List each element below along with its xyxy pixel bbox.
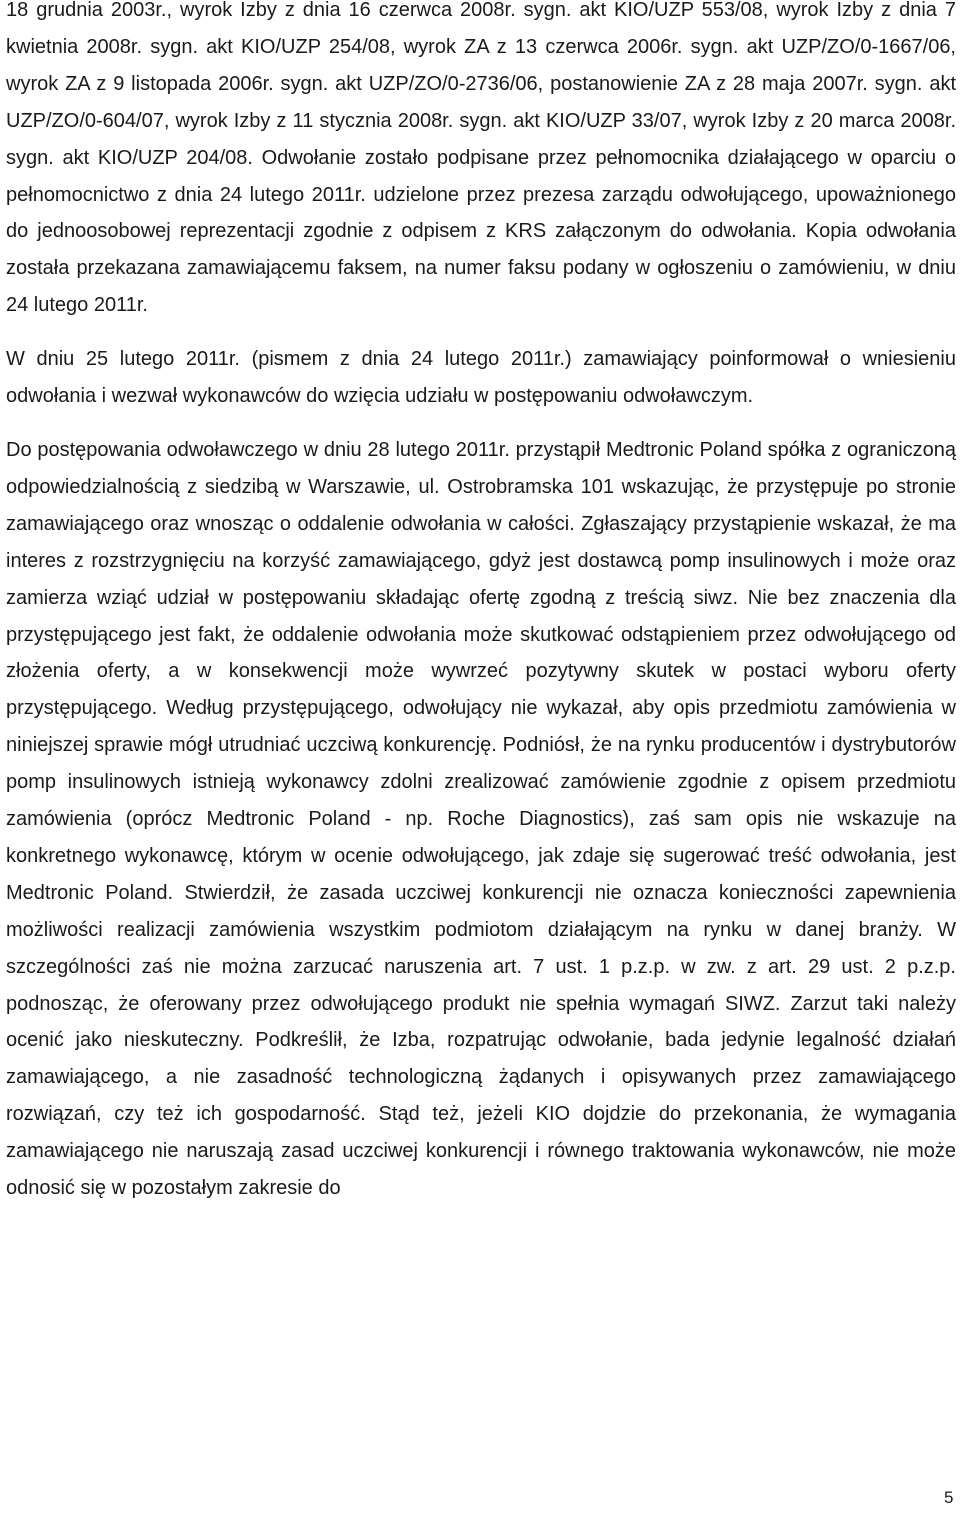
paragraph-1: 18 grudnia 2003r., wyrok Izby z dnia 16 czerwca 2008r. sygn. akt KIO/UZP 553/08, wyrok Izby z dnia 7 kwietnia 2008r. sygn. akt KIO/UZP 254/08, wyrok ZA z 13 czerwca 2006r. sygn. akt UZP/ZO/0-1667/06, wyrok ZA z 9 listopada 2006r. sygn. akt UZP/ZO/0-2736/06, postanowienie ZA z 28 maja 2007r. sygn. akt UZP/ZO/0-604/07, wyrok Izby z 11 stycznia 2008r. sygn. akt KIO/UZP 33/07, wyrok Izby z 20 marca 2008r. sygn. akt KIO/UZP 204/08. Odwołanie zostało podpisane przez pełnomocnika działającego w oparciu o pełnomocnictwo z dnia 24 lutego 2011r. udzielone przez prezesa zarządu odwołującego, upoważnionego do jednoosobowej reprezentacji zgodnie z odpisem z KRS załączonym do odwołania. Kopia odwołania została przekazana zamawiającemu faksem, na numer faksu podany w ogłoszeniu o zamówieniu, w dniu 24 lutego 2011r. [6,0,956,317]
page-number: 5 [944,1488,954,1507]
document-body [6,0,956,1207]
paragraph-3: Do postępowania odwoławczego w dniu 28 lutego 2011r. przystąpił Medtronic Poland spółka z ograniczoną odpowiedzialnością z siedzibą w Warszawie, ul. Ostrobramska 101 wskazując, że przystępuje po stronie zamawiającego oraz wnosząc o oddalenie odwołania w całości. Zgłaszający przystąpienie wskazał, że ma interes z rozstrzygnięciu na korzyść zamawiającego, gdyż jest dostawcą pomp insulinowych i może oraz zamierza wziąć udział w postępowaniu składając ofertę zgodną z treścią siwz. Nie bez znaczenia dla przystępującego jest fakt, że oddalenie odwołania może skutkować odstąpieniem przez odwołującego od złożenia oferty, a w konsekwencji może wywrzeć pozytywny skutek w postaci wyboru oferty przystępującego. Według przystępującego, odwołujący nie wykazał, aby opis przedmiotu zamówienia w niniejszej sprawie mógł utrudniać uczciwą konkurencję. Podniósł, że na rynku producentów i dystrybutorów pomp insulinowych istnieją wykonawcy zdolni zrealizować zamówienie zgodnie z opisem przedmiotu zamówienia (oprócz Medtronic Poland - np. Roche Diagnostics), zaś sam opis nie wskazuje na konkretnego wykonawcę, którym w ocenie odwołującego, jak zdaje się sugerować treść odwołania, jest Medtronic Poland. Stwierdził, że zasada uczciwej konkurencji nie oznacza konieczności zapewnienia możliwości realizacji zamówienia wszystkim podmiotom działającym na rynku w danej branży. W szczególności zaś nie można zarzucać naruszenia art. 7 ust. 1 p.z.p. w zw. z art. 29 ust. 2 p.z.p. podnosząc, że oferowany przez odwołującego produkt nie spełnia wymagań SIWZ. Zarzut taki należy ocenić jako nieskuteczny. Podkreślił, że Izba, rozpatrując odwołanie, bada jedynie legalność działań zamawiającego, a nie zasadność technologiczną żądanych i opisywanych przez zamawiającego rozwiązań, czy też ich gospodarność. Stąd też, jeżeli KIO dojdzie do przekonania, że wymagania zamawiającego nie naruszają zasad uczciwej konkurencji i równego traktowania wykonawców, nie może odnosić się w pozostałym zakresie do [6,438,956,1200]
paragraph-2: W dniu 25 lutego 2011r. (pismem z dnia 24 lutego 2011r.) zamawiający poinformował o wniesieniu odwołania i wezwał wykonawców do wzięcia udziału w postępowaniu odwoławczym. [6,348,956,408]
